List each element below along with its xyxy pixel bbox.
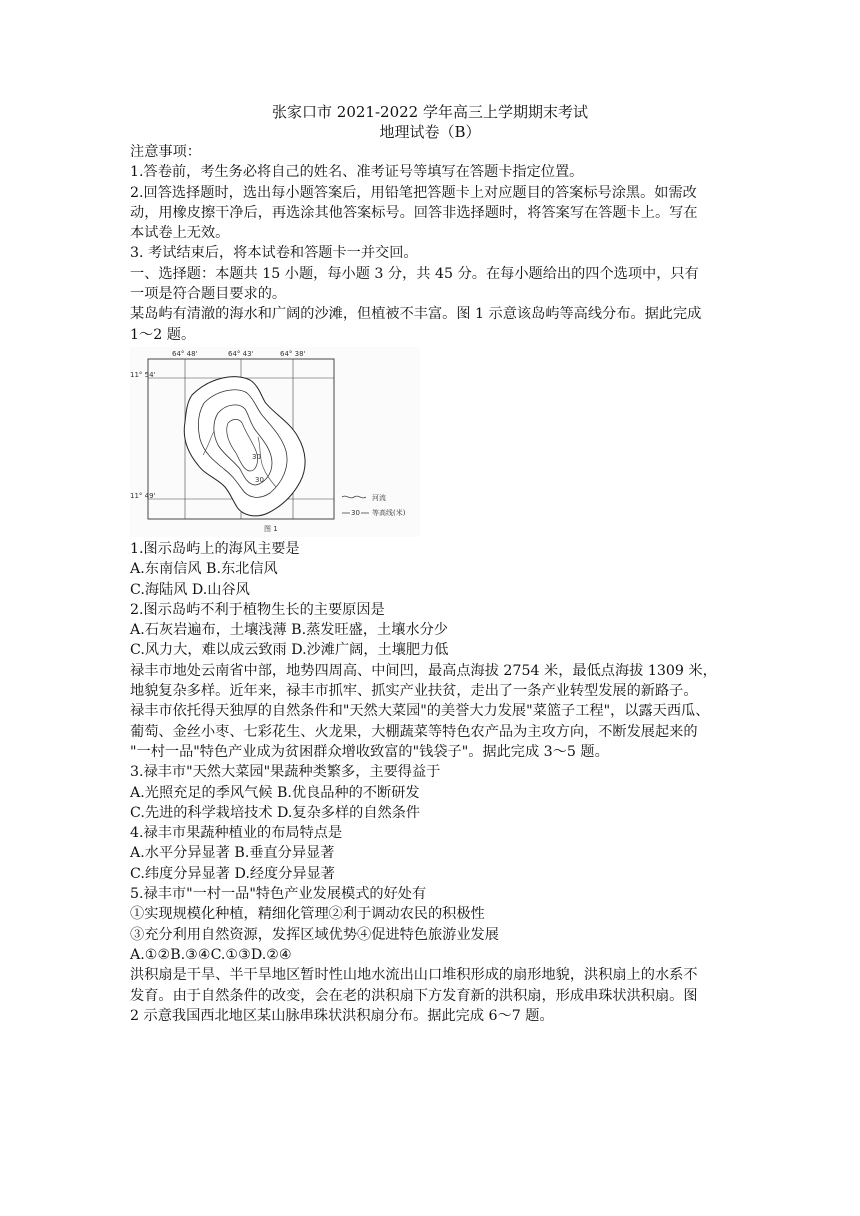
notes-line: 动，用橡皮擦干净后，再选涂其他答案标号。回答非选择题时，将答案写在答题卡上。写在 — [130, 204, 698, 221]
longitude-label: 64° 38' — [280, 349, 306, 358]
exam-title: 张家口市 2021-2022 学年高三上学期期末考试 — [272, 103, 588, 121]
longitude-label: 64° 43' — [228, 349, 254, 358]
legend-contour-value: 30 — [351, 508, 360, 517]
question-line: ③充分利用自然资源，发挥区域优势④促进特色旅游业发展 — [130, 926, 499, 943]
exam-page — [130, 102, 730, 1026]
passage-line: 某岛屿有清澈的海水和广阔的沙滩，但植被不丰富。图 1 示意该岛屿等高线分布。据此完成 — [130, 306, 702, 323]
passage-line: 地貌复杂多样。近年来，禄丰市抓牢、抓实产业扶贫，走出了一条产业转型发展的新路子。 — [130, 683, 698, 700]
question-line: C.先进的科学栽培技术 D.复杂多样的自然条件 — [130, 804, 421, 821]
question-line: 2.图示岛屿不利于植物生长的主要原因是 — [130, 601, 385, 618]
latitude-label: 11° 54' — [130, 370, 156, 379]
exam-subtitle: 地理试卷（B） — [379, 123, 481, 141]
passage-line: 2 示意我国西北地区某山脉串珠状洪积扇分布。据此完成 6～7 题。 — [130, 1007, 554, 1024]
question-line: ①实现规模化种植，精细化管理②利于调动农民的积极性 — [130, 906, 485, 923]
question-line: A.东南信风 B.东北信风 — [130, 561, 278, 578]
notes-heading: 注意事项： — [130, 144, 201, 160]
question-line: C.风力大，难以成云致雨 D.沙滩广阔，土壤肥力低 — [130, 642, 449, 659]
legend-river: 河流 — [372, 493, 386, 502]
passage-line: 洪积扇是干旱、半干旱地区暂时性山地水流出山口堆积形成的扇形地貌，洪积扇上的水系不 — [130, 967, 698, 984]
question-line: 3.禄丰市"天然大菜园"果蔬种类繁多，主要得益于 — [130, 764, 441, 781]
section-heading: 一、选择题：本题共 15 小题，每小题 3 分，共 45 分。在每小题给出的四个选项中，只有 — [130, 265, 699, 282]
question-line: 5.禄丰市"一村一品"特色产业发展模式的好处有 — [130, 886, 427, 903]
figure-caption: 图 1 — [264, 524, 278, 533]
question-line: C.纬度分异显著 D.经度分异显著 — [130, 865, 335, 882]
longitude-label: 64° 48' — [172, 349, 198, 358]
question-line: C.海陆风 D.山谷风 — [130, 581, 250, 598]
notes-line: 2.回答选择题时，选出每小题答案后，用铅笔把答题卡上对应题目的答案标号涂黑。如需改 — [130, 184, 697, 201]
question-line: A.水平分异显著 B.垂直分异显著 — [130, 845, 335, 862]
question-line: A.石灰岩遍布，土壤浅薄 B.蒸发旺盛，土壤水分少 — [130, 622, 448, 639]
passage-line: 葡萄、金丝小枣、七彩花生、火龙果，大棚蔬菜等特色农产品为主攻方向，不断发展起来的 — [130, 723, 698, 740]
notes-line: 本试卷上无效。 — [130, 225, 230, 242]
question-line: A.①②B.③④C.①③D.②④ — [130, 946, 292, 963]
passage-line: 发育。由于自然条件的改变，会在老的洪积扇下方发育新的洪积扇，形成串珠状洪积扇。图 — [130, 987, 698, 1004]
passage-line: 禄丰市地处云南省中部，地势四周高、中间凹，最高点海拔 2754 米，最低点海拔 1309 米， — [130, 662, 717, 679]
island-contour-map — [130, 347, 420, 537]
question-line: A.光照充足的季风气候 B.优良品种的不断研发 — [130, 784, 420, 801]
map-svg — [130, 347, 420, 537]
legend-contour: 等高线(米) — [372, 508, 406, 517]
notes-line: 1.答卷前，考生务必将自己的姓名、准考证号等填写在答题卡指定位置。 — [130, 164, 584, 181]
notes-line: 3. 考试结束后，将本试卷和答题卡一并交回。 — [130, 245, 418, 262]
latitude-label: 11° 49' — [130, 491, 156, 500]
passage-line: 1～2 题。 — [130, 326, 196, 343]
section-heading: 一项是符合题目要求的。 — [130, 286, 287, 303]
passage-line: 禄丰市依托得天独厚的自然条件和"天然大菜园"的美誉大力发展"菜篮子工程"，以露天西瓜、 — [130, 703, 710, 720]
contour-label: 30 — [252, 452, 261, 461]
passage-line: "一村一品"特色产业成为贫困群众增收致富的"钱袋子"。据此完成 3～5 题。 — [130, 743, 609, 760]
question-line: 1.图示岛屿上的海风主要是 — [130, 540, 300, 557]
question-line: 4.禄丰市果蔬种植业的布局特点是 — [130, 825, 343, 842]
contour-label: 30 — [255, 475, 264, 484]
